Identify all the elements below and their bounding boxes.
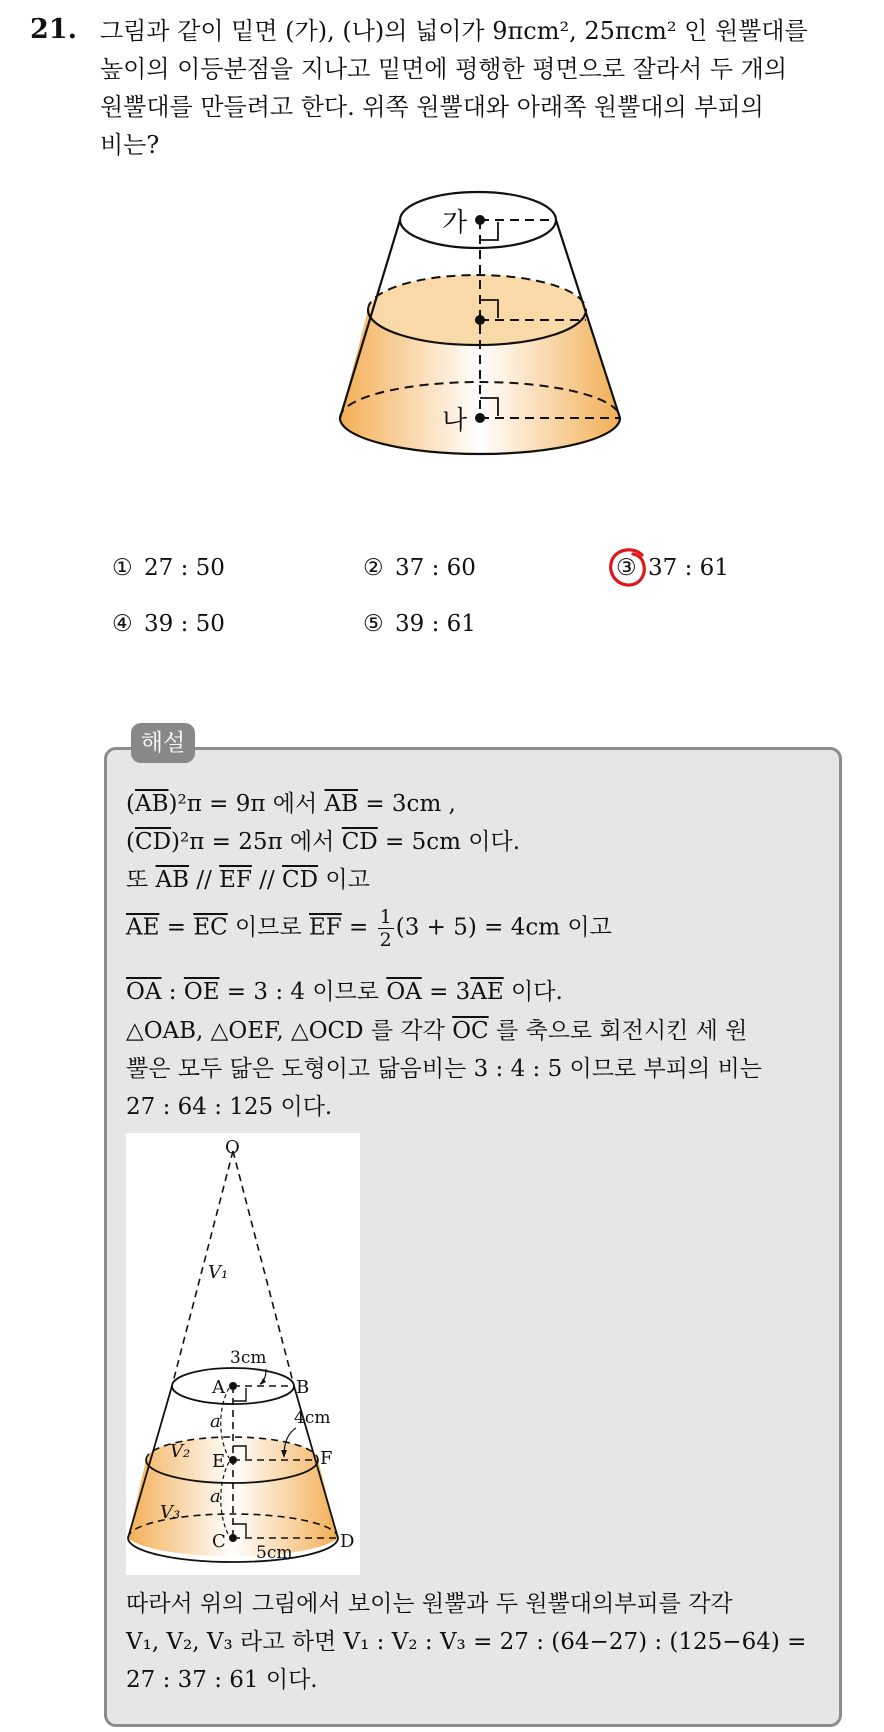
- frustum-figure: [330, 185, 630, 475]
- solution-line-7: 뿔은 모두 닮은 도형이고 닮음비는 3 : 4 : 5 이므로 부피의 비는: [126, 1056, 762, 1082]
- choice-mark: ②: [363, 555, 384, 581]
- cone-figure-panel: [126, 1133, 360, 1575]
- solution-line-2: $(\overline{CD})^2\pi = 25\pi$ 에서 $\overline{CD} = 5cm$ 이다.: [126, 829, 521, 855]
- choice-4[interactable]: [112, 611, 225, 637]
- solution-line-6: △OAB, △OEF, △OCD 를 각각 $\overline{OC}$ 를 축으로 회전시킨 세 원: [126, 1018, 748, 1044]
- choice-text: 27 : 50: [144, 555, 225, 581]
- solution-line-8: 27 : 64 : 125 이다.: [126, 1094, 333, 1120]
- label-D: D: [340, 1531, 355, 1552]
- solution-line-3: 또 $\overline{AB} // \overline{EF} // \overline{CD}$ 이고: [126, 867, 370, 893]
- question-line: 그림과 같이 밑면 (가), (나)의 넓이가 9πcm², 25πcm² 인 원뿔대를: [100, 17, 808, 45]
- choice-mark: ⑤: [363, 611, 384, 637]
- choice-mark: ③: [616, 555, 637, 581]
- top-base-label: 가: [442, 208, 468, 238]
- solution-line-11: 27 : 37 : 61 이다.: [126, 1667, 318, 1693]
- choice-1[interactable]: [112, 555, 225, 581]
- choice-text: 39 : 61: [395, 611, 476, 637]
- label-E: E: [212, 1451, 226, 1472]
- bottom-base-label: 나: [442, 406, 468, 436]
- question-line: 높이의 이등분점을 지나고 밑면에 평행한 평면으로 잘라서 두 개의: [100, 55, 787, 83]
- fraction-half: $\frac{1}{2}$: [379, 906, 392, 951]
- label-a2: a: [210, 1486, 221, 1507]
- label-A: A: [212, 1377, 225, 1398]
- question-line: 원뿔대를 만들려고 한다. 위쪽 원뿔대와 아래쪽 원뿔대의 부피의: [100, 93, 764, 121]
- question-number: 21.: [30, 14, 77, 45]
- choice-2[interactable]: [363, 555, 476, 581]
- choice-text: 39 : 50: [144, 611, 225, 637]
- label-O: O: [225, 1137, 240, 1158]
- choice-mark: ④: [112, 611, 133, 637]
- choice-5[interactable]: [363, 611, 476, 637]
- cone-figure: [126, 1133, 360, 1575]
- choice-mark: ①: [112, 555, 133, 581]
- label-V3: V₃: [160, 1502, 181, 1523]
- solution-line-1: $(\overline{AB})^2\pi = 9\pi$ 에서 $\overline{AB} = 3cm$ ,: [126, 791, 456, 817]
- question-text: [100, 12, 860, 164]
- label-B: B: [296, 1377, 310, 1398]
- label-r-bot: 5cm: [256, 1543, 293, 1563]
- choice-text: 37 : 60: [395, 555, 476, 581]
- label-r-top: 3cm: [230, 1348, 267, 1368]
- answer-circle-icon: [605, 545, 651, 591]
- label-C: C: [212, 1531, 226, 1552]
- label-V1: V₁: [208, 1262, 229, 1283]
- solution-line-9: 따라서 위의 그림에서 보이는 원뿔과 두 원뿔대의부피를 각각: [126, 1591, 733, 1617]
- solution-tag: 해설: [131, 723, 195, 763]
- question-line: 비는?: [100, 131, 160, 159]
- solution-line-5: $\overline{OA}$ : $\overline{OE} = 3$ : 4 이므로 $\overline{OA} = 3\overline{AE}$ 이다.: [126, 979, 563, 1005]
- choice-text: 37 : 61: [648, 555, 729, 581]
- label-V2: V₂: [170, 1441, 191, 1462]
- label-r-mid: 4cm: [294, 1408, 331, 1428]
- solution-line-4: $\overline{AE} = \overline{EC}$ 이므로 $\overline{EF}$ = $\frac{1}{2}$ (3 + 5) = 4cm 이고: [126, 906, 612, 951]
- solution-line-10: V₁, V₂, V₃ 라고 하면 V₁ : V₂ : V₃ = 27 : (64−27) : (125−64) =: [126, 1629, 807, 1655]
- label-F: F: [320, 1448, 333, 1469]
- label-a1: a: [210, 1411, 221, 1432]
